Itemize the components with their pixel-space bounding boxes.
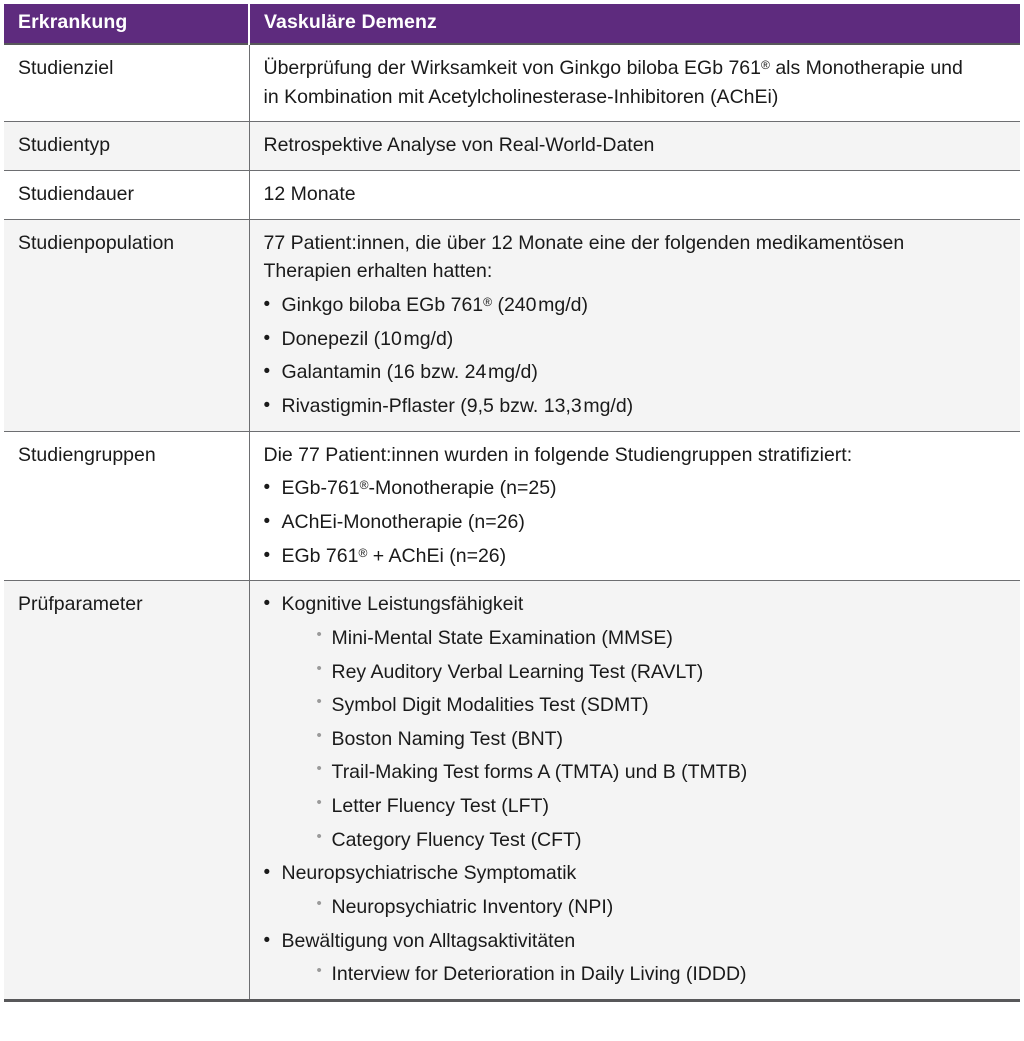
list-item: • Boston Naming Test (BNT): [317, 725, 1007, 754]
list-item: • Mini-Mental State Examination (MMSE): [317, 624, 1007, 653]
list-item: • Interview for Deterioration in Daily Living (IDDD): [317, 960, 1007, 989]
row-value-studienziel: [249, 44, 1020, 122]
study-summary-table: [4, 4, 1020, 1002]
list-item: • Trail-Making Test forms A (TMTA) und B (TMTB): [317, 758, 1007, 787]
table-row: [4, 581, 1020, 1001]
parameter-group-title: Neuropsychiatrische Symptomatik: [281, 862, 577, 885]
row-label-pruefparameter: Prüfparameter: [4, 581, 249, 1001]
list-item: • AChEi-Monotherapie (n=26): [264, 508, 1007, 537]
header-cell-disease: Erkrankung: [4, 4, 249, 44]
table-body: [4, 44, 1020, 1001]
row-value-studiendauer: [249, 170, 1020, 219]
parameter-sublist: [282, 960, 1007, 989]
list-item: [264, 859, 1007, 921]
study-groups-list: [264, 474, 1007, 570]
row-label-studienziel: Studienziel: [4, 44, 249, 122]
row-label-studienpopulation: Studienpopulation: [4, 219, 249, 431]
table-header: [4, 4, 1020, 44]
registered-trademark-icon: ®: [358, 545, 368, 560]
list-item: • Rivastigmin-Pflaster (9,5 bzw. 13,3 mg/d): [264, 392, 1007, 421]
list-item: • EGb 761® + AChEi (n=26): [264, 542, 1007, 571]
parameter-sublist: [282, 624, 1007, 855]
list-item: • Donepezil (10 mg/d): [264, 325, 1007, 354]
list-item: • Neuropsychiatric Inventory (NPI): [317, 893, 1007, 922]
study-goal-text: Überprüfung der Wirksamkeit von Ginkgo biloba EGb 761® als Monotherapie und in Kombination mit Acetylcholinesterase-Inhibitoren (AChEi): [263, 57, 963, 108]
registered-trademark-icon: ®: [483, 294, 493, 309]
registered-trademark-icon: ®: [359, 478, 369, 493]
table-header-row: [4, 4, 1020, 44]
list-item: • Galantamin (16 bzw. 24 mg/d): [264, 358, 1007, 387]
table-row: [4, 170, 1020, 219]
table-row: [4, 122, 1020, 171]
row-value-pruefparameter: [249, 581, 1020, 1001]
list-item: [264, 590, 1007, 854]
outcome-parameter-list: [264, 590, 1007, 989]
table-row: [4, 431, 1020, 581]
groups-intro-text: Die 77 Patient:innen wurden in folgende Studiengruppen stratifiziert:: [263, 443, 853, 466]
list-item: • Symbol Digit Modalities Test (SDMT): [317, 691, 1007, 720]
study-type-text: Retrospektive Analyse von Real-World-Daten: [263, 134, 655, 157]
population-intro-text: 77 Patient:innen, die über 12 Monate eine der folgenden medikamentösen Therapien erhalten hatten:: [263, 231, 905, 283]
row-label-studiengruppen: Studiengruppen: [4, 431, 249, 581]
registered-trademark-icon: ®: [761, 57, 770, 72]
parameter-sublist: [282, 893, 1007, 922]
row-value-studientyp: [249, 122, 1020, 171]
row-label-studientyp: Studientyp: [4, 122, 249, 171]
list-item: [264, 927, 1007, 989]
list-item: • Rey Auditory Verbal Learning Test (RAVLT): [317, 658, 1007, 687]
table-row: [4, 219, 1020, 431]
parameter-group-title: Kognitive Leistungsfähigkeit: [281, 593, 524, 616]
row-value-studiengruppen: [249, 431, 1020, 581]
row-label-studiendauer: Studiendauer: [4, 170, 249, 219]
list-item: • Ginkgo biloba EGb 761® (240 mg/d): [264, 291, 1007, 320]
row-value-studienpopulation: [249, 219, 1020, 431]
list-item: • Letter Fluency Test (LFT): [317, 792, 1007, 821]
parameter-group-title: Bewältigung von Alltagsaktivitäten: [281, 929, 576, 952]
population-therapy-list: [264, 291, 1007, 421]
list-item: • EGb-761®-Monotherapie (n=25): [264, 474, 1007, 503]
header-cell-condition: Vaskuläre Demenz: [249, 4, 1020, 44]
study-duration-text: 12 Monate: [263, 182, 356, 205]
list-item: • Category Fluency Test (CFT): [317, 826, 1007, 855]
table-row: [4, 44, 1020, 122]
